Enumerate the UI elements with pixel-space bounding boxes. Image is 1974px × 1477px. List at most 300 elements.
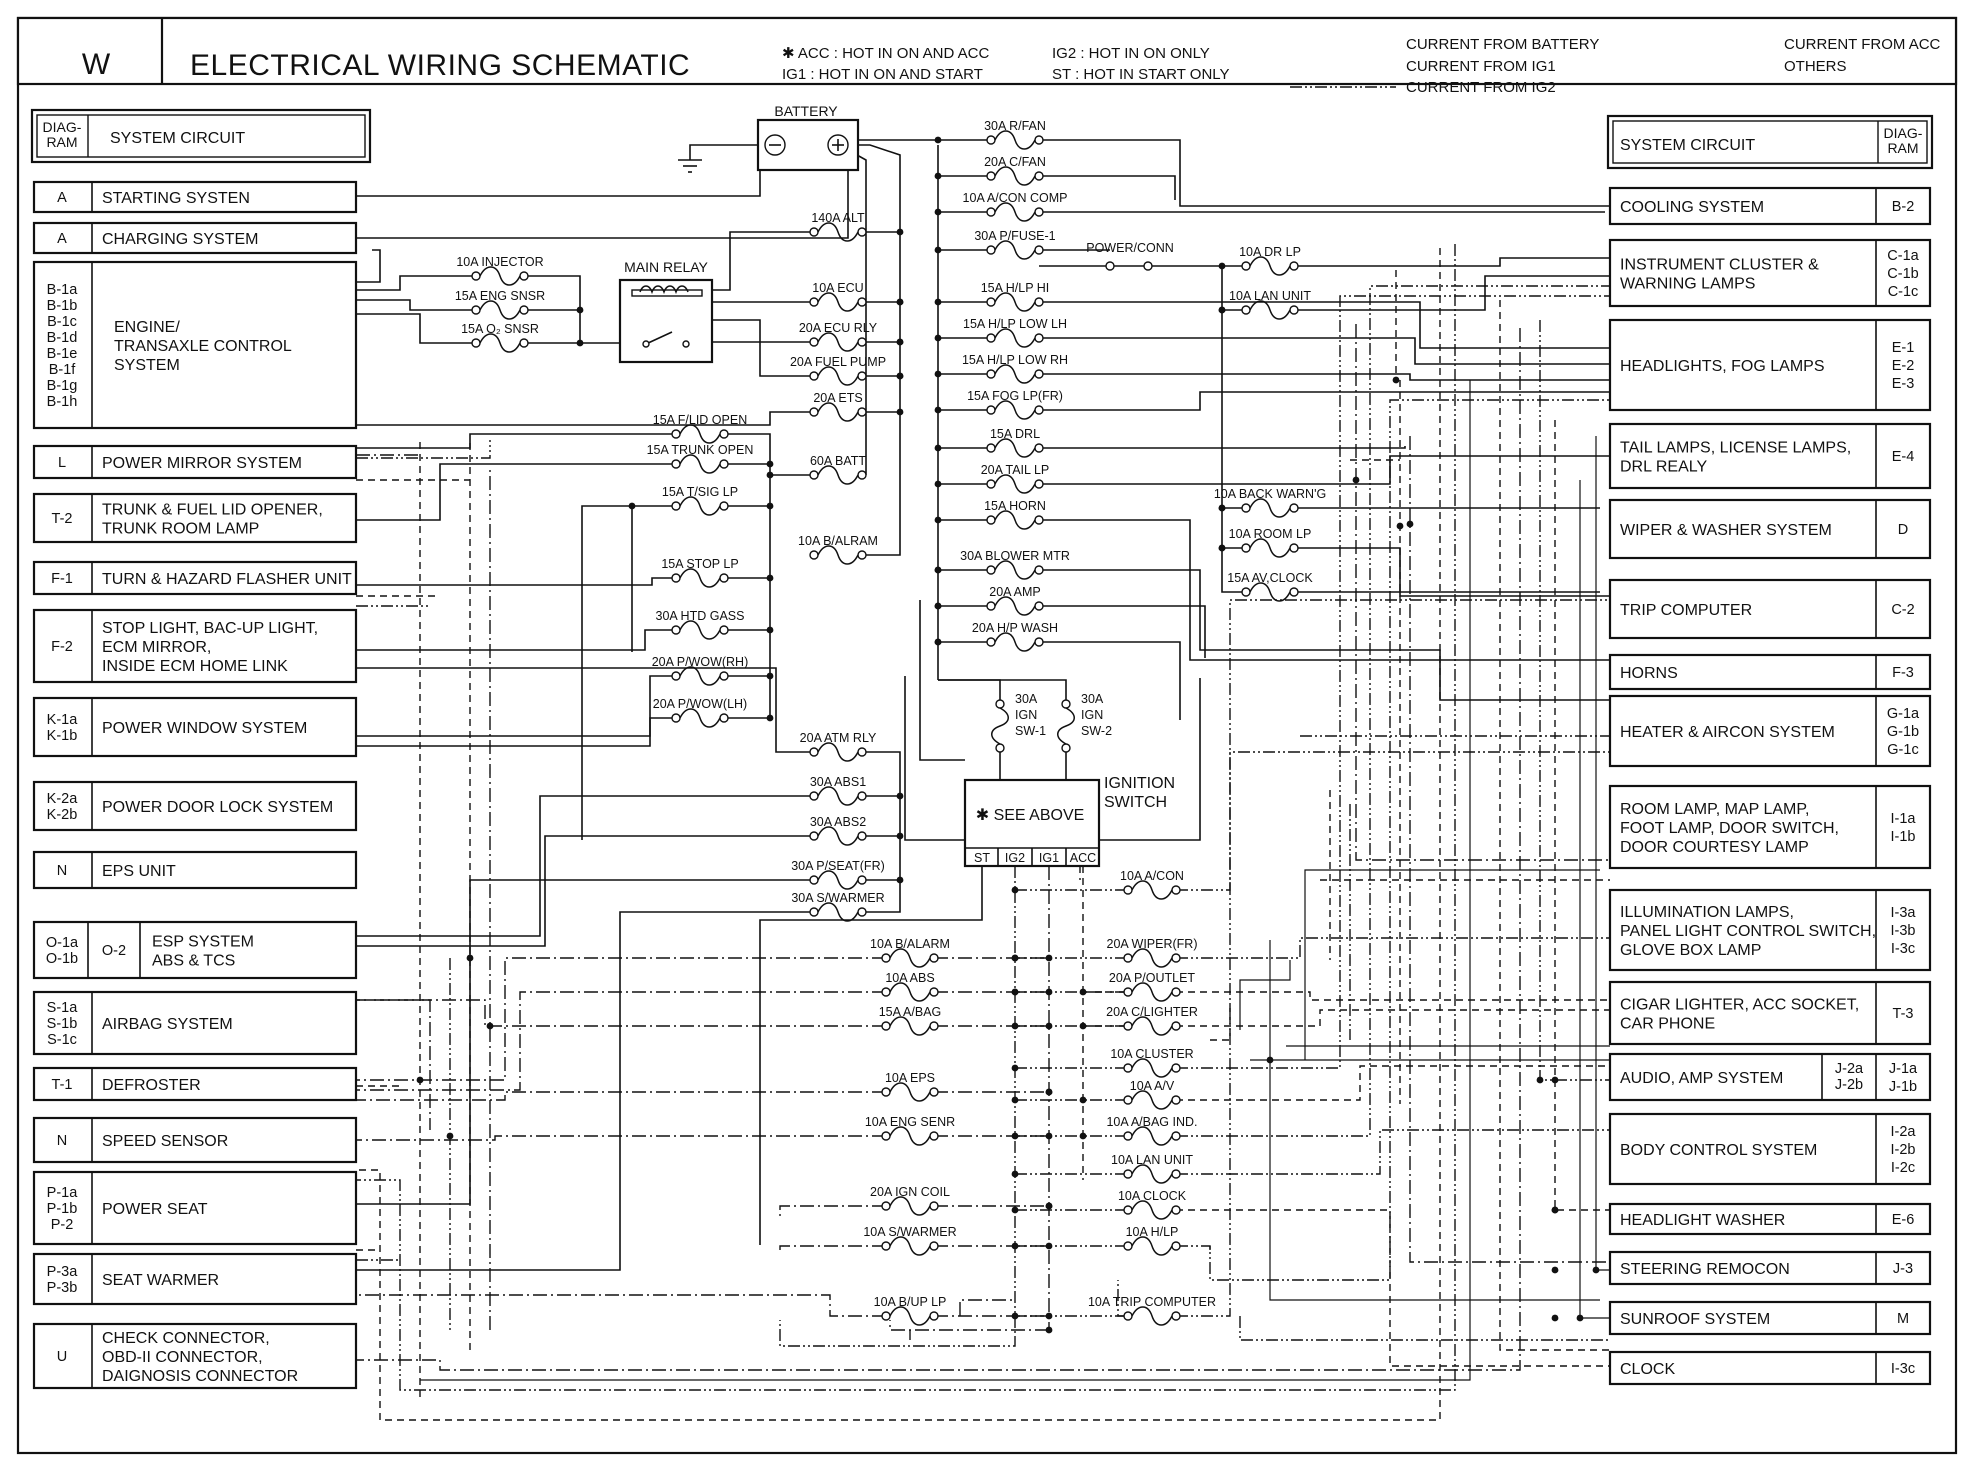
- fuse: [810, 403, 866, 421]
- fuse-label: 15A H/LP HI: [980, 281, 1050, 295]
- junction-dot: [1080, 1023, 1087, 1030]
- left-system-name: TURN & HAZARD FLASHER UNIT: [102, 571, 352, 588]
- junction-dot: [1012, 1207, 1019, 1214]
- junction-dot: [935, 445, 942, 452]
- junction-dot: [1219, 545, 1226, 552]
- fuse: [1242, 539, 1298, 557]
- legend-label: CURRENT FROM IG2: [1406, 79, 1556, 96]
- junction-dot: [935, 517, 942, 524]
- fuse: [1242, 257, 1298, 275]
- right-system-name: TAIL LAMPS, LICENSE LAMPS, DRL REALY: [1620, 439, 1852, 476]
- junction-dot: [897, 833, 904, 840]
- junction-dot: [935, 247, 942, 254]
- left-system-name: CHARGING SYSTEM: [102, 231, 259, 248]
- junction-dot: [767, 627, 774, 634]
- ground-wire: [690, 145, 765, 160]
- right-system-code: T-3: [1892, 1006, 1914, 1022]
- fuse-label: 10A H/LP: [1125, 1225, 1179, 1239]
- junction-dot: [577, 307, 584, 314]
- fuse: [987, 131, 1043, 149]
- fuse: [987, 241, 1043, 259]
- fuse: [987, 633, 1043, 651]
- fuse: [1124, 1201, 1180, 1219]
- main-relay: [620, 280, 712, 362]
- right-system-name: STEERING REMOCON: [1620, 1261, 1790, 1278]
- fuse-label: 10A A/CON COMP: [962, 191, 1068, 205]
- wire: [1039, 302, 1610, 348]
- fuse-label: 15A HORN: [984, 499, 1046, 513]
- starter-wire: [356, 150, 760, 196]
- wire: [1176, 286, 1610, 1136]
- fuse-label: 10A CLOCK: [1117, 1189, 1187, 1203]
- junction-dot: [1537, 1077, 1544, 1084]
- junction-dot: [935, 603, 942, 610]
- wire: [1270, 940, 1600, 1300]
- fuse-label: 10A BACK WARN'G: [1213, 487, 1327, 501]
- wire: [356, 578, 676, 585]
- fuse-label: 20A AMP: [989, 585, 1041, 599]
- system-circuit-label: SYSTEM CIRCUIT: [110, 130, 246, 147]
- junction-dot: [1080, 989, 1087, 996]
- junction-dot: [1046, 989, 1053, 996]
- fuse: [1124, 1237, 1180, 1255]
- left-system-code: K-2a K-2b: [46, 791, 78, 823]
- wire: [356, 276, 476, 290]
- fuse-label: 60A BATT: [809, 454, 867, 468]
- fuse-label: 30A P/SEAT(FR): [791, 859, 885, 873]
- ign-fuse-label: 30A IGN SW-2: [1081, 692, 1113, 738]
- junction-dot: [897, 373, 904, 380]
- junction-dot: [1393, 377, 1400, 384]
- right-system-code: J-1a J-1b: [1888, 1061, 1918, 1095]
- ign-terminal-label: IG2: [1004, 851, 1026, 865]
- fuse: [1242, 499, 1298, 517]
- legend-label: CURRENT FROM ACC: [1784, 36, 1941, 53]
- junction-dot: [935, 209, 942, 216]
- note-ig2: IG2 : HOT IN ON ONLY: [1052, 45, 1210, 62]
- wire: [905, 676, 965, 840]
- right-system-code: D: [1897, 522, 1909, 538]
- wire: [712, 232, 814, 290]
- junction-dot: [1046, 1327, 1053, 1334]
- junction-dot: [767, 575, 774, 582]
- left-system-name: POWER WINDOW SYSTEM: [102, 720, 308, 737]
- fuse-label: 15A STOP LP: [661, 557, 739, 571]
- junction-dot: [897, 877, 904, 884]
- fuse: [987, 439, 1043, 457]
- legend-label: OTHERS: [1784, 58, 1847, 75]
- fuse: [987, 561, 1043, 579]
- junction-dot: [1577, 1315, 1584, 1322]
- fuse: [810, 546, 866, 564]
- junction-dot: [1407, 521, 1414, 528]
- fuse-label: 15A ENG SNSR: [454, 289, 546, 303]
- fuse-label: 10A A/BAG IND.: [1106, 1115, 1198, 1129]
- junction-dot: [417, 1077, 424, 1084]
- right-system-name: HORNS: [1620, 665, 1678, 682]
- wire: [1555, 420, 1610, 1210]
- left-system-code: P-1a P-1b P-2: [46, 1185, 78, 1233]
- right-system-code: C-2: [1891, 602, 1915, 618]
- right-system-code: E-4: [1891, 449, 1915, 465]
- right-system-name: COOLING SYSTEM: [1620, 199, 1765, 216]
- wire: [356, 958, 886, 1080]
- wire: [356, 1136, 886, 1140]
- fuse-label: 10A A/CON: [1120, 869, 1184, 883]
- wire: [1039, 338, 1610, 364]
- fuse: [987, 401, 1043, 419]
- fuse-label: 15A TRUNK OPEN: [646, 443, 754, 457]
- junction-dot: [1012, 1023, 1019, 1030]
- battery-label: BATTERY: [774, 103, 838, 119]
- left-system-name: ESP SYSTEM ABS & TCS: [152, 933, 254, 970]
- fuse: [810, 871, 866, 889]
- fuse-label: 10A EPS: [884, 1071, 936, 1085]
- right-system-code: J-3: [1892, 1261, 1914, 1277]
- fuse-label: 15A FOG LP(FR): [967, 389, 1063, 403]
- right-system-code: I-3c: [1890, 1361, 1916, 1377]
- fuse: [1124, 1091, 1180, 1109]
- wire: [356, 796, 814, 936]
- junction-dot: [1080, 1097, 1087, 1104]
- fuse-label: 10A ROOM LP: [1228, 527, 1312, 541]
- fuse-label: 20A ECU RLY: [798, 321, 878, 335]
- wire: [356, 676, 676, 736]
- fuse: [1242, 301, 1298, 319]
- left-system-name: POWER DOOR LOCK SYSTEM: [102, 799, 334, 816]
- ign-terminal-label: ST: [974, 851, 990, 865]
- wire: [356, 464, 676, 520]
- right-system-name: CLOCK: [1620, 1361, 1676, 1378]
- fuse-label: 10A B/ALARM: [870, 937, 950, 951]
- fuse: [987, 203, 1043, 221]
- wire: [1176, 1210, 1610, 1366]
- junction-dot: [1046, 1313, 1053, 1320]
- fuse: [672, 709, 728, 727]
- wire: [356, 880, 814, 1204]
- right-system-code: M: [1896, 1311, 1910, 1327]
- junction-dot: [1552, 1077, 1559, 1084]
- fuse: [810, 903, 866, 921]
- fuse: [882, 1017, 938, 1035]
- legend-label: CURRENT FROM BATTERY: [1406, 36, 1600, 53]
- junction-dot: [629, 503, 636, 510]
- junction-dot: [1046, 1243, 1053, 1250]
- legend-label: CURRENT FROM IG1: [1406, 58, 1556, 75]
- left-system-name: POWER SEAT: [102, 1201, 208, 1218]
- right-system-name: ROOM LAMP, MAP LAMP, FOOT LAMP, DOOR SWITCH, DOOR COURTESY LAMP: [1620, 801, 1839, 856]
- fuse-label: 20A C/LIGHTER: [1106, 1005, 1198, 1019]
- wire: [1039, 374, 1610, 380]
- left-system-code: N: [56, 1133, 68, 1149]
- left-system-name: EPS UNIT: [102, 863, 176, 880]
- fuse-label: 20A IGN COIL: [870, 1185, 950, 1199]
- left-system-name: ENGINE/ TRANSAXLE CONTROL SYSTEM: [114, 319, 292, 374]
- wire: [1176, 752, 1610, 890]
- right-system-name: TRIP COMPUTER: [1620, 602, 1753, 619]
- junction-dot: [1012, 1065, 1019, 1072]
- wire: [1176, 296, 1610, 1068]
- fuse: [810, 367, 866, 385]
- junction-dot: [1552, 1315, 1559, 1322]
- fuse: [882, 1197, 938, 1215]
- wire: [780, 1320, 1015, 1346]
- left-system-name: SPEED SENSOR: [102, 1133, 229, 1150]
- wire: [356, 1000, 886, 1026]
- note-acc: ✱ ACC : HOT IN ON AND ACC: [782, 45, 990, 62]
- junction-dot: [935, 481, 942, 488]
- fuse: [1124, 1165, 1180, 1183]
- fuse: [810, 787, 866, 805]
- fuse-label: 20A P/OUTLET: [1108, 971, 1196, 985]
- left-system-code: A: [57, 231, 67, 247]
- wire: [1176, 938, 1610, 958]
- junction-dot: [1012, 1097, 1019, 1104]
- fuse-label: 10A LAN UNIT: [1111, 1153, 1193, 1167]
- junction-dot: [1552, 1267, 1559, 1274]
- fuse-label: 10A B/UP LP: [873, 1295, 947, 1309]
- fuse: [810, 466, 866, 484]
- left-system-code: T-1: [51, 1077, 73, 1093]
- fuse: [882, 1127, 938, 1145]
- wire: [356, 630, 676, 650]
- right-system-code: E-6: [1891, 1212, 1915, 1228]
- junction-dot: [1267, 1057, 1274, 1064]
- junction-dot: [1552, 1207, 1559, 1214]
- left-system-code: T-2: [51, 511, 73, 527]
- wire: [960, 1300, 1015, 1316]
- fuse-label: 30A BLOWER MTR: [960, 549, 1070, 563]
- fuse-label: 20A ATM RLY: [799, 731, 877, 745]
- junction-dot: [1219, 263, 1226, 270]
- junction-dot: [1046, 1089, 1053, 1096]
- junction-dot: [935, 335, 942, 342]
- wire: [356, 992, 886, 1090]
- wire: [862, 360, 900, 555]
- junction-dot: [897, 409, 904, 416]
- left-system-subcode: O-2: [101, 943, 127, 959]
- fuse-label: 10A TRIP COMPUTER: [1087, 1295, 1217, 1309]
- right-system-name: BODY CONTROL SYSTEM: [1620, 1142, 1818, 1159]
- fuse-label: 10A INJECTOR: [456, 255, 544, 269]
- fuse-label: 30A S/WARMER: [791, 891, 885, 905]
- fuse-label: 10A ENG SENR: [864, 1115, 956, 1129]
- right-bus: [1222, 266, 1246, 592]
- left-system-code: K-1a K-1b: [46, 712, 78, 744]
- junction-dot: [767, 472, 774, 479]
- fuse-label: 10A A/V: [1129, 1079, 1175, 1093]
- fuse-label: 30A ABS1: [809, 775, 867, 789]
- fuse-label: 20A H/P WASH: [971, 621, 1059, 635]
- fuse-label: 10A CLUSTER: [1110, 1047, 1194, 1061]
- fuse: [882, 983, 938, 1001]
- ign-fuse-label: 30A IGN SW-1: [1015, 692, 1047, 738]
- right-system-name: HEADLIGHTS, FOG LAMPS: [1620, 358, 1825, 375]
- left-system-code: B-1a B-1b B-1c B-1d B-1e B-1f B-1g B-1h: [46, 282, 78, 410]
- diagram-title: ELECTRICAL WIRING SCHEMATIC: [190, 49, 691, 82]
- wire: [1210, 1000, 1230, 1040]
- fuse: [882, 949, 938, 967]
- junction-dot: [1012, 887, 1019, 894]
- right-system-code: F-3: [1892, 665, 1914, 681]
- wire: [356, 1295, 886, 1316]
- right-system-name: AUDIO, AMP SYSTEM: [1620, 1070, 1784, 1087]
- junction-dot: [767, 715, 774, 722]
- fuse: [1124, 1059, 1180, 1077]
- fuse-label: 15A T/SIG LP: [661, 485, 739, 499]
- junction-dot: [1593, 1267, 1600, 1274]
- fuse: [672, 621, 728, 639]
- note-ig1: IG1 : HOT IN ON AND START: [782, 66, 983, 83]
- fuse-label: 15A F/LID OPEN: [652, 413, 748, 427]
- fuse-label: 15A O₂ SNSR: [461, 322, 539, 336]
- junction-dot: [935, 173, 942, 180]
- right-system-code: G-1a G-1b G-1c: [1886, 706, 1920, 758]
- wire: [1596, 436, 1610, 1270]
- fuse: [472, 267, 528, 285]
- right-system-subcode: J-2a J-2b: [1834, 1061, 1864, 1093]
- wire: [1039, 140, 1610, 206]
- wire: [1039, 392, 1610, 410]
- power-conn-label: POWER/CONN: [1086, 241, 1174, 255]
- fuse-label: 10A B/ALRAM: [798, 534, 878, 548]
- left-system-name: AIRBAG SYSTEM: [102, 1016, 233, 1033]
- fuse: [672, 455, 728, 473]
- left-system-name: STOP LIGHT, BAC-UP LIGHT, ECM MIRROR, INSIDE ECM HOME LINK: [102, 620, 319, 675]
- left-system-name: DEFROSTER: [102, 1077, 201, 1094]
- ign-sw1-feed: [938, 680, 1000, 700]
- left-system-code: A: [57, 190, 67, 206]
- right-system-code: C-1a C-1b C-1c: [1887, 248, 1919, 300]
- wire: [780, 1246, 886, 1250]
- wire: [1176, 1066, 1610, 1100]
- junction-dot: [487, 1023, 494, 1030]
- junction-dot: [1012, 1133, 1019, 1140]
- wire: [356, 718, 676, 746]
- junction-dot: [1012, 989, 1019, 996]
- fuse-label: 20A WIPER(FR): [1106, 937, 1198, 951]
- ign-sw2-feed: [938, 680, 1066, 700]
- left-system-code: L: [57, 455, 67, 471]
- fuse: [1058, 708, 1075, 744]
- right-system-name: HEADLIGHT WASHER: [1620, 1212, 1786, 1229]
- fuse-label: 10A ABS: [885, 971, 935, 985]
- junction-dot: [935, 567, 942, 574]
- wire: [1099, 678, 1200, 840]
- fuse-label: 30A ABS2: [809, 815, 867, 829]
- left-system-code: F-2: [51, 639, 73, 655]
- fuse: [987, 167, 1043, 185]
- fuse: [882, 1237, 938, 1255]
- wire: [1039, 520, 1610, 660]
- fuse: [987, 365, 1043, 383]
- fuse: [472, 301, 528, 319]
- wire: [1176, 992, 1610, 1000]
- fuse-label: 15A AV,CLOCK: [1227, 571, 1313, 585]
- wires-layer: [356, 44, 1774, 1420]
- fuse-label: 10A ECU: [812, 281, 864, 295]
- wire: [356, 1000, 430, 1130]
- fuse: [810, 293, 866, 311]
- wire: [356, 250, 380, 282]
- fuse: [1124, 1017, 1180, 1035]
- ign-terminal-label: ACC: [1069, 851, 1097, 865]
- fuse: [987, 511, 1043, 529]
- fuse: [882, 1307, 938, 1325]
- junction-dot: [1397, 523, 1404, 530]
- junction-dot: [1012, 955, 1019, 962]
- right-system-name: ILLUMINATION LAMPS, PANEL LIGHT CONTROL SWITCH, GLOVE BOX LAMP: [1620, 904, 1877, 959]
- fuse-label: 10A DR LP: [1239, 245, 1301, 259]
- junction-dot: [935, 371, 942, 378]
- fuse: [987, 329, 1043, 347]
- wire: [356, 912, 814, 1270]
- left-system-code: O-1a O-1b: [45, 935, 79, 967]
- system-circuit-label: SYSTEM CIRCUIT: [1620, 137, 1756, 154]
- wire: [1039, 456, 1610, 484]
- wire: [1039, 642, 1180, 720]
- wire: [1039, 570, 1610, 700]
- wire: [1294, 548, 1610, 596]
- ignition-switch-label: IGNITION SWITCH: [1104, 775, 1176, 811]
- fuse: [882, 1083, 938, 1101]
- parts-layer: [18, 18, 1956, 1388]
- fuse: [987, 293, 1043, 311]
- wire: [1294, 258, 1610, 266]
- wire: [1240, 960, 1290, 1030]
- wire: [356, 1092, 886, 1100]
- fuse-label: 15A H/LP LOW RH: [961, 353, 1069, 367]
- battery-feed-2: [848, 150, 866, 475]
- fuse-label: 140A ALT: [811, 211, 865, 225]
- fuse: [1124, 1307, 1180, 1325]
- right-system-code: I-3a I-3b I-3c: [1890, 905, 1916, 957]
- wire: [1580, 480, 1610, 1318]
- junction-dot: [1012, 1243, 1019, 1250]
- left-system-box: [34, 852, 356, 888]
- junction-dot: [897, 299, 904, 306]
- left-system-code: F-1: [51, 571, 73, 587]
- junction-dot: [1046, 1023, 1053, 1030]
- junction-dot: [935, 137, 942, 144]
- right-system-code: E-1 E-2 E-3: [1891, 340, 1915, 392]
- fuse: [1124, 949, 1180, 967]
- junction-dot: [1080, 1133, 1087, 1140]
- fuse: [672, 425, 728, 443]
- fuse-label: 30A R/FAN: [984, 119, 1046, 133]
- fuse-label: 15A A/BAG: [878, 1005, 942, 1019]
- fuse: [1124, 881, 1180, 899]
- junction-dot: [1046, 955, 1053, 962]
- left-system-name: POWER MIRROR SYSTEM: [102, 455, 303, 472]
- fuse-label: 20A C/FAN: [984, 155, 1046, 169]
- left-system-name: TRUNK & FUEL LID OPENER, TRUNK ROOM LAMP: [102, 501, 323, 538]
- fuse: [987, 597, 1043, 615]
- fuse-label: 20A ETS: [813, 391, 863, 405]
- wire: [780, 1206, 886, 1220]
- right-system-code: I-2a I-2b I-2c: [1890, 1124, 1916, 1176]
- fuse-label: 15A H/LP LOW LH: [963, 317, 1067, 331]
- alt-wire: [356, 160, 848, 238]
- junction-dot: [897, 793, 904, 800]
- diagram-code: W: [81, 48, 111, 81]
- wire: [356, 836, 814, 946]
- junction-dot: [897, 339, 904, 346]
- fuse: [1124, 1127, 1180, 1145]
- fuse-label: 15A DRL: [989, 427, 1041, 441]
- fuse: [1242, 583, 1298, 601]
- fuse-label: 20A FUEL PUMP: [789, 355, 887, 369]
